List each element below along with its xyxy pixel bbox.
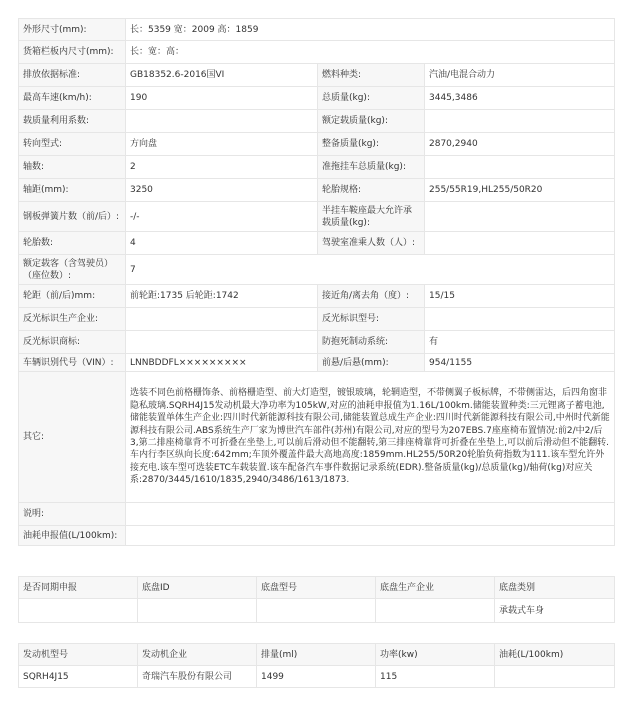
spec-row	[19, 503, 615, 526]
spec-label: 额定载质量(kg):	[318, 110, 425, 133]
spec-row	[19, 87, 615, 110]
engine-cell: 115	[376, 666, 495, 688]
spec-value: 255/55R19,HL255/50R20	[425, 179, 615, 202]
spec-row	[19, 354, 615, 372]
spec-label: 总质量(kg):	[318, 87, 425, 110]
chassis-cell	[376, 599, 495, 623]
spec-label: 反光标识商标:	[19, 331, 126, 354]
spec-value: 954/1155	[425, 354, 615, 372]
spec-row	[19, 19, 615, 41]
spec-value: 4	[126, 232, 318, 255]
spec-row	[19, 41, 615, 64]
spec-value	[425, 308, 615, 331]
engine-cell: SQRH4J15	[19, 666, 138, 688]
spec-label: 说明:	[19, 503, 126, 526]
chassis-cell	[138, 599, 257, 623]
engine-header-row	[19, 644, 615, 666]
spec-value: 前轮距:1735 后轮距:1742	[126, 285, 318, 308]
engine-header-cell: 功率(kw)	[376, 644, 495, 666]
spec-row	[19, 308, 615, 331]
spec-label: 钢板弹簧片数（前/后）:	[19, 202, 126, 232]
spec-value: 有	[425, 331, 615, 354]
spec-label: 反光标识生产企业:	[19, 308, 126, 331]
spec-label: 轮距（前/后)mm:	[19, 285, 126, 308]
spec-value: 2	[126, 156, 318, 179]
spec-value: GB18352.6-2016国VI	[126, 64, 318, 87]
spec-label: 额定载客（含驾驶员）（座位数）:	[19, 255, 126, 285]
chassis-cell	[19, 599, 138, 623]
spec-value	[126, 526, 615, 546]
spec-label: 外形尺寸(mm):	[19, 19, 126, 41]
spec-label: 驾驶室准乘人数（人）:	[318, 232, 425, 255]
spec-row	[19, 372, 615, 503]
spec-value	[425, 232, 615, 255]
spec-value: LNNBDDFL×××××××××	[126, 354, 318, 372]
spec-label: 货箱栏板内尺寸(mm):	[19, 41, 126, 64]
spec-label: 轴数:	[19, 156, 126, 179]
chassis-data-row	[19, 599, 615, 623]
spec-row	[19, 110, 615, 133]
chassis-header-cell: 底盘类别	[495, 577, 615, 599]
spec-row	[19, 285, 615, 308]
spec-label: 准拖挂车总质量(kg):	[318, 156, 425, 179]
spec-label: 油耗申报值(L/100km):	[19, 526, 126, 546]
spec-value	[126, 503, 615, 526]
spec-value: 15/15	[425, 285, 615, 308]
chassis-header-cell: 底盘型号	[257, 577, 376, 599]
chassis-header-row	[19, 577, 615, 599]
spec-row	[19, 526, 615, 546]
spec-value: 长：5359 宽：2009 高：1859	[126, 19, 615, 41]
engine-table	[18, 643, 615, 688]
chassis-header-cell: 是否同期申报	[19, 577, 138, 599]
spec-label: 排放依据标准:	[19, 64, 126, 87]
chassis-cell	[257, 599, 376, 623]
spec-value	[126, 110, 318, 133]
spec-label: 整备质量(kg):	[318, 133, 425, 156]
spec-row	[19, 331, 615, 354]
spec-value: 方向盘	[126, 133, 318, 156]
engine-cell: 1499	[257, 666, 376, 688]
spec-label: 转向型式:	[19, 133, 126, 156]
spec-value: 3445,3486	[425, 87, 615, 110]
spec-value: 3250	[126, 179, 318, 202]
spec-value	[425, 156, 615, 179]
spec-label: 最高车速(km/h):	[19, 87, 126, 110]
chassis-header-cell: 底盘生产企业	[376, 577, 495, 599]
spec-value: 汽油/电混合动力	[425, 64, 615, 87]
chassis-header-cell: 底盘ID	[138, 577, 257, 599]
chassis-table	[18, 576, 615, 623]
spec-label: 车辆识别代号（VIN）:	[19, 354, 126, 372]
spec-row	[19, 133, 615, 156]
engine-header-cell: 油耗(L/100km)	[495, 644, 615, 666]
spec-value	[425, 202, 615, 232]
spec-row	[19, 156, 615, 179]
spec-value	[126, 308, 318, 331]
spec-row	[19, 202, 615, 232]
spec-value: 长：宽：高：	[126, 41, 615, 64]
spec-label: 轮胎规格:	[318, 179, 425, 202]
spec-row	[19, 232, 615, 255]
engine-header-cell: 排量(ml)	[257, 644, 376, 666]
spec-label: 轴距(mm):	[19, 179, 126, 202]
spec-table	[18, 18, 615, 546]
engine-header-cell: 发动机企业	[138, 644, 257, 666]
spec-label: 半挂车鞍座最大允许承载质量(kg):	[318, 202, 425, 232]
chassis-cell: 承载式车身	[495, 599, 615, 623]
spec-label: 载质量利用系数:	[19, 110, 126, 133]
spec-row	[19, 64, 615, 87]
spec-value: 190	[126, 87, 318, 110]
spec-row	[19, 255, 615, 285]
spec-label: 前悬/后悬(mm):	[318, 354, 425, 372]
spec-value	[425, 110, 615, 133]
spec-label: 其它:	[19, 372, 126, 503]
spec-label: 反光标识型号:	[318, 308, 425, 331]
spec-value: 7	[126, 255, 615, 285]
other-notes: 选装不同色前格栅饰条、前格栅造型、前大灯造型，镀银玻璃，轮辋造型，不带侧翼子板标牌，不带侧雷达，后四角窗非隐私玻璃.SQRH4J15发动机最大净功率为105kW,对应的油耗申报值为1.16L/100km.储能装置种类:三元锂离子蓄电池,储能装置单体生产企业:四川时代新能源科技有限公司,储能装置总成生产企业:四川时代新能源科技有限公司,中州时代新能源科技有限公司.ABS系统生产厂家为博世汽车部件(苏州)有限公司,对应的型号为207EBS.7座座椅布置情况:前2/中2/后3,第二排座椅靠背不可折叠在坐垫上,可以前后滑动但不能翻转,第三排座椅靠背可折叠在坐垫上,可以前后滑动但不能翻转.车内行李区纵向长度:642mm;车顶外覆盖件最大高地高度:1859mm.HL255/50R20轮胎负荷指数为111.该车型允许外接充电.该车型可选装ETC车载装置.该车配备汽车事件数据记录系统(EDR).整备质量(kg)/总质量(kg)/轴荷(kg)对应关系:2870/3445/1610/1835,2940/3486/1613/1873.	[126, 372, 615, 503]
engine-cell: 奇瑞汽车股份有限公司	[138, 666, 257, 688]
spec-value: -/-	[126, 202, 318, 232]
spec-label: 接近角/离去角（度）:	[318, 285, 425, 308]
engine-header-cell: 发动机型号	[19, 644, 138, 666]
spec-value	[126, 331, 318, 354]
spec-label: 防抱死制动系统:	[318, 331, 425, 354]
spec-value: 2870,2940	[425, 133, 615, 156]
engine-cell	[495, 666, 615, 688]
spec-row	[19, 179, 615, 202]
spec-label: 燃料种类:	[318, 64, 425, 87]
spec-label: 轮胎数:	[19, 232, 126, 255]
engine-data-row	[19, 666, 615, 688]
